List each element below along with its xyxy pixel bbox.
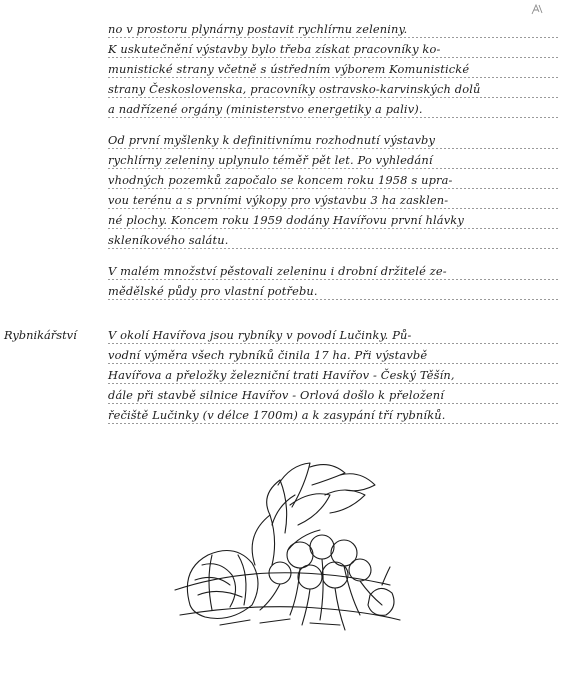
text-line: strany Československa, pracovníky ostravsko-karvinských dolů [108, 82, 558, 98]
text-line: mědělské půdy pro vlastní potřebu. [108, 284, 558, 300]
text-line: dále při stavbě silnice Havířov - Orlová došlo k přeložení [108, 388, 558, 404]
text-line: vhodných pozemků započalo se koncem roku 1958 s upra- [108, 173, 558, 189]
text-line: Havířova a přeložky železniční trati Havířov - Český Těšín, [108, 368, 558, 384]
pencil-corner-mark-icon [530, 2, 544, 16]
text-line: né plochy. Koncem roku 1959 dodány Havířovu první hlávky [108, 213, 558, 229]
text-line: vodní výměra všech rybníků činila 17 ha. Při výstavbě [108, 348, 558, 364]
text-line: munistické strany včetně s ústředním výborem Komunistické [108, 62, 558, 78]
text-line: vou terénu a s prvními výkopy pro výstavbu 3 ha zasklen- [108, 193, 558, 209]
text-line: skleníkového salátu. [108, 233, 558, 249]
still-life-cabbage-and-radishes-drawing-icon [160, 455, 420, 655]
text-line: řečiště Lučinky (v délce 1700m) a k zasypání tří rybníků. [108, 408, 558, 424]
text-line: Od první myšlenky k definitivnímu rozhodnutí výstavby [108, 133, 558, 149]
text-line: K uskutečnění výstavby bylo třeba získat pracovníky ko- [108, 42, 558, 58]
text-line: V okolí Havířova jsou rybníky v povodí Lučinky. Pů- [108, 328, 558, 344]
text-line: no v prostoru plynárny postavit rychlírnu zeleniny. [108, 22, 558, 38]
text-line: a nadřízené orgány (ministerstvo energetiky a paliv). [108, 102, 558, 118]
text-line: rychlírny zeleniny uplynulo téměř pět let. Po vyhledání [108, 153, 558, 169]
margin-heading: Rybnikářství [4, 328, 77, 342]
text-line: V malém množství pěstovali zeleninu i drobní držitelé ze- [108, 264, 558, 280]
